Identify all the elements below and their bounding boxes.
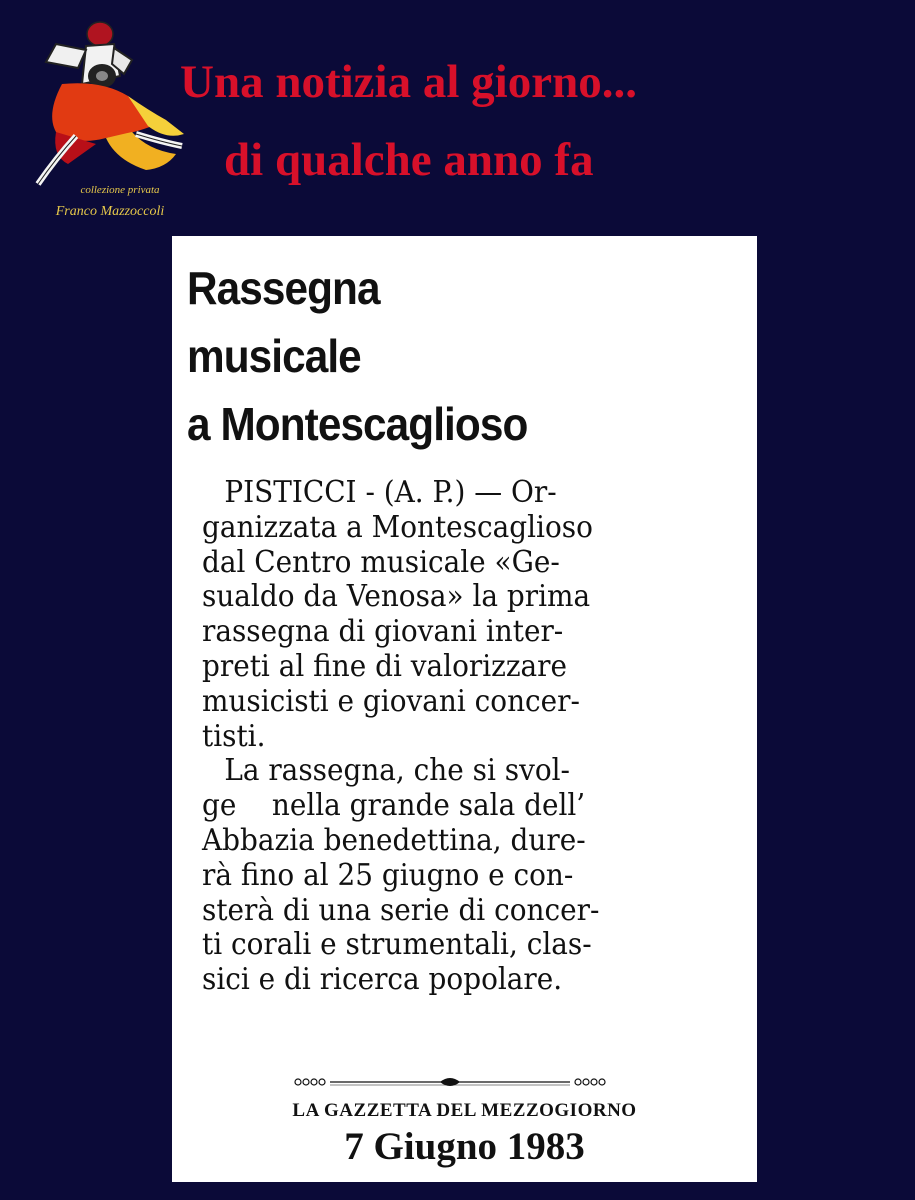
article-body-line: preti al fine di valorizzare bbox=[202, 648, 568, 684]
collection-logo bbox=[16, 14, 188, 224]
newspaper-clipping bbox=[172, 236, 757, 1182]
article-body-line: Abbazia benedettina, dure- bbox=[202, 822, 586, 858]
article-body-line: sualdo da Venosa» la prima bbox=[202, 579, 591, 615]
article-body-line: ganizzata a Montescaglioso bbox=[202, 509, 593, 545]
decorative-divider bbox=[290, 1074, 610, 1090]
logo-caption-owner: Franco Mazzoccoli bbox=[55, 204, 165, 219]
article-body-line: rassegna di giovani inter- bbox=[202, 614, 564, 650]
dancer-logo-icon bbox=[16, 14, 188, 189]
article-body-line: dal Centro musicale «Ge- bbox=[202, 544, 560, 580]
article-body-line: ge nella grande sala dell’ bbox=[202, 788, 586, 824]
article-body-line: tisti. bbox=[202, 718, 266, 754]
logo-caption-collection: collezione privata bbox=[80, 184, 160, 196]
headline-line-1: Una notizia al giorno... bbox=[180, 56, 637, 108]
article-body-line: ti corali e strumentali, clas- bbox=[202, 927, 592, 963]
article-title-line: musicale bbox=[187, 330, 361, 382]
article-title bbox=[187, 254, 702, 458]
article-body-line: sici e di ricerca popolare. bbox=[202, 962, 563, 998]
article-body-line: La rassegna, che si svol- bbox=[224, 753, 570, 789]
article-body bbox=[202, 476, 704, 998]
headline-line-2: di qualche anno fa bbox=[224, 134, 594, 186]
article-title-line: Rassegna bbox=[187, 262, 380, 314]
article-body-line: PISTICCI - (A. P.) — Or- bbox=[224, 475, 557, 510]
article-body-line: sterà di una serie di concer- bbox=[202, 892, 600, 928]
newspaper-source: LA GAZZETTA DEL MEZZOGIORNO bbox=[292, 1100, 637, 1121]
article-body-line: musicisti e giovani concer- bbox=[202, 683, 580, 719]
article-body-line: rà fino al 25 giugno e con- bbox=[202, 857, 574, 893]
publication-date: 7 Giugno 1983 bbox=[344, 1125, 585, 1168]
article-title-line: a Montescaglioso bbox=[187, 398, 528, 450]
